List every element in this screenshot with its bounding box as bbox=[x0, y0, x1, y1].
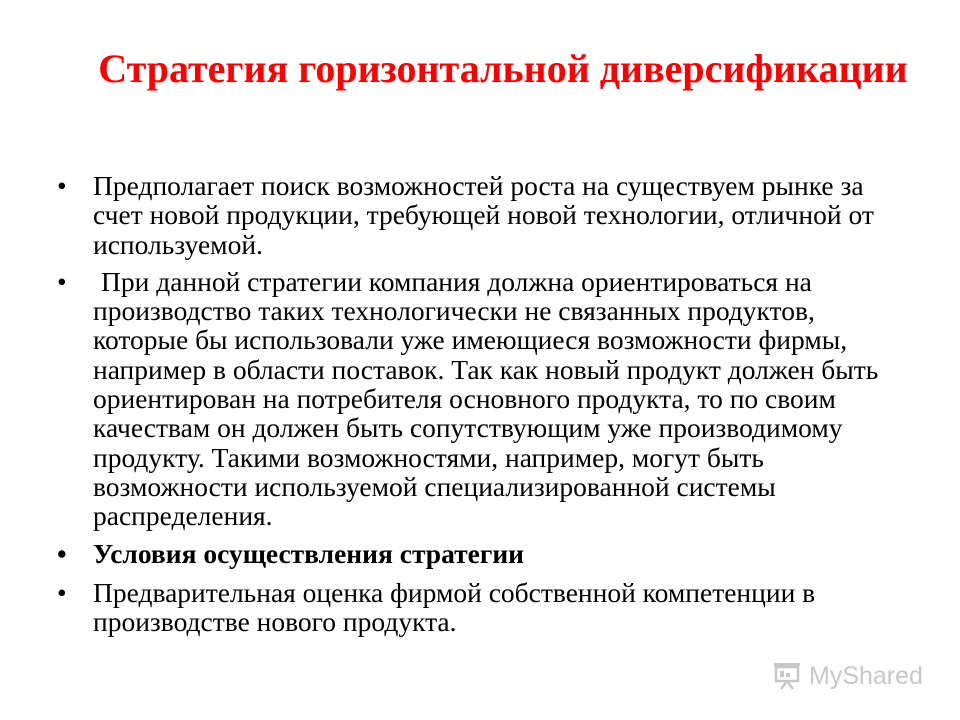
bullet-item bbox=[57, 578, 905, 637]
bullet-list bbox=[57, 171, 905, 644]
slide-title: Стратегия горизонтальной диверсификации bbox=[98, 46, 908, 91]
watermark bbox=[771, 656, 923, 696]
bullet-dot: • bbox=[57, 537, 67, 569]
bullet-text: Предварительная оценка фирмой собственной компетенции в производстве нового продукта. bbox=[93, 576, 816, 638]
projector-screen-icon bbox=[771, 661, 803, 691]
bullet-item-heading bbox=[57, 539, 905, 568]
bullet-dot: • bbox=[57, 265, 67, 297]
bullet-text: При данной стратегии компания должна ориентироваться на производство таких технологически не связанных продуктов, которые бы использовали уже имеющиеся возможности фирмы, например в области поставок. Так как новый продукт должен быть ориентирован на потребителя основного продукта, то по своим качествам он должен быть сопутствующим уже производимому продукту. Такими возможностями, например, могут быть возможности используемой специализированной системы распределения. bbox=[93, 265, 879, 532]
bullet-item bbox=[57, 267, 905, 531]
watermark-text: MyShared bbox=[809, 661, 923, 690]
bullet-text: Условия осуществления стратегии bbox=[93, 537, 525, 569]
bullet-item bbox=[57, 171, 905, 259]
bullet-dot: • bbox=[57, 576, 67, 608]
bullet-dot: • bbox=[57, 170, 67, 201]
bullet-text: Предполагает поиск возможностей роста на существуем рынке за счет новой продукции, требующей новой технологии, отличной от используемой. bbox=[93, 170, 874, 260]
bullet-text-lead bbox=[93, 266, 101, 297]
